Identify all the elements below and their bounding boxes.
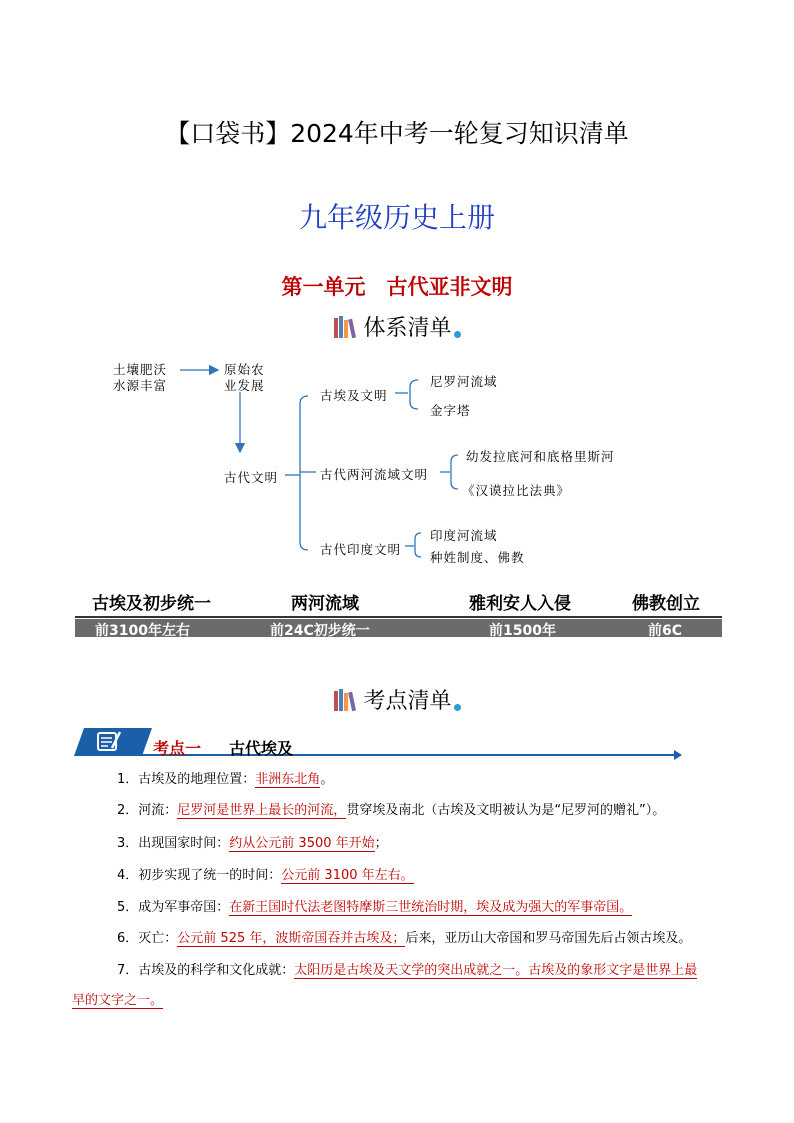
kaodian-item: 5．成为军事帝国：在新王国时代法老图特摩斯三世统治时期，埃及成为强大的军事帝国。: [117, 900, 633, 915]
system-list-heading: [0, 311, 794, 342]
mindmap-branch-india: 古代印度文明: [320, 542, 402, 557]
kaodian-item: 6．灭亡：公元前 525 年，波斯帝国吞并古埃及；后来，亚历山大帝国和罗马帝国先后占领古埃及。: [117, 931, 692, 946]
system-list-title: 体系清单: [363, 316, 452, 341]
kaodian-item-continuation: [72, 991, 163, 1011]
kaodian-item: 3．出现国家时间：约从公元前 3500 年开始；: [117, 836, 388, 851]
books-icon: [333, 688, 359, 712]
timeline-event-label: 雅利安人入侵: [469, 594, 571, 614]
timeline-event-label: 古埃及初步统一: [92, 594, 211, 614]
books-icon: [333, 315, 359, 339]
kaodian-name: 古代埃及: [229, 739, 294, 758]
mindmap-leaf: 种姓制度、佛教: [430, 550, 525, 565]
kaodian-item: 4．初步实现了统一的时间：公元前 3100 年左右。: [117, 868, 414, 883]
unit-title: 第一单元 古代亚非文明: [281, 275, 513, 299]
timeline-event-label: 两河流域: [291, 594, 359, 614]
arrow-right-icon: [674, 750, 682, 760]
mindmap-cause-line1: 土壤肥沃: [113, 362, 168, 377]
mindmap-leaf: 尼罗河流域: [430, 374, 498, 389]
mindmap-branch-egypt: 古埃及文明: [320, 388, 388, 403]
exam-list-title: 考点清单: [363, 689, 452, 714]
kaodian-item: 7．古埃及的科学和文化成就：太阳历是古埃及天文学的突出成就之一。古埃及的象形文字是世界上最: [117, 963, 698, 978]
answer-text: 太阳历是古埃及天文学的突出成就之一。古埃及的象形文字是世界上最: [294, 963, 698, 978]
kaodian-item: 2．河流：尼罗河是世界上最长的河流，贯穿埃及南北（古埃及文明被认为是“尼罗河的赠礼”）。: [117, 803, 666, 818]
timeline-date: 前3100年左右: [95, 623, 190, 639]
answer-text: 约从公元前 3500 年开始: [229, 836, 375, 851]
document-title: 【口袋书】2024年中考一轮复习知识清单: [165, 119, 629, 148]
answer-text: 公元前 3100 年左右。: [281, 868, 414, 883]
answer-text: 早的文字之一。: [72, 993, 164, 1008]
kaodian-label: 考点一: [153, 739, 202, 758]
subject-title: 九年级历史上册: [298, 201, 495, 234]
answer-text: 非洲东北角: [255, 772, 321, 787]
mindmap-leaf: 印度河流域: [430, 528, 498, 543]
mindmap-leaf: 金字塔: [430, 403, 471, 418]
mindmap-cause-line2: 水源丰富: [113, 378, 168, 393]
answer-text: 在新王国时代法老图特摩斯三世统治时期，埃及成为强大的军事帝国。: [229, 900, 633, 915]
answer-text: 公元前 525 年，波斯帝国吞并古埃及；: [177, 931, 406, 946]
timeline-date: 前24C初步统一: [270, 623, 370, 639]
timeline-date: 前1500年: [489, 623, 556, 639]
dot-icon: [454, 331, 461, 338]
mindmap-root: 古代文明: [224, 470, 279, 485]
mindmap-leaf: 《汉谟拉比法典》: [462, 483, 571, 498]
exam-list-heading: [0, 684, 794, 715]
mindmap-branch-mesopotamia: 古代两河流域文明: [320, 467, 429, 482]
mindmap-result-line1: 原始农: [224, 362, 265, 377]
mindmap-leaf: 幼发拉底河和底格里斯河: [466, 449, 615, 464]
answer-text: 尼罗河是世界上最长的河流，: [177, 803, 347, 818]
mindmap-result-line2: 业发展: [224, 378, 265, 393]
timeline-event-label: 佛教创立: [632, 594, 700, 614]
timeline-date: 前6C: [648, 623, 683, 639]
dot-icon: [454, 704, 461, 711]
kaodian-item: 1．古埃及的地理位置：非洲东北角。: [117, 772, 334, 787]
timeline-rule: [75, 616, 722, 618]
